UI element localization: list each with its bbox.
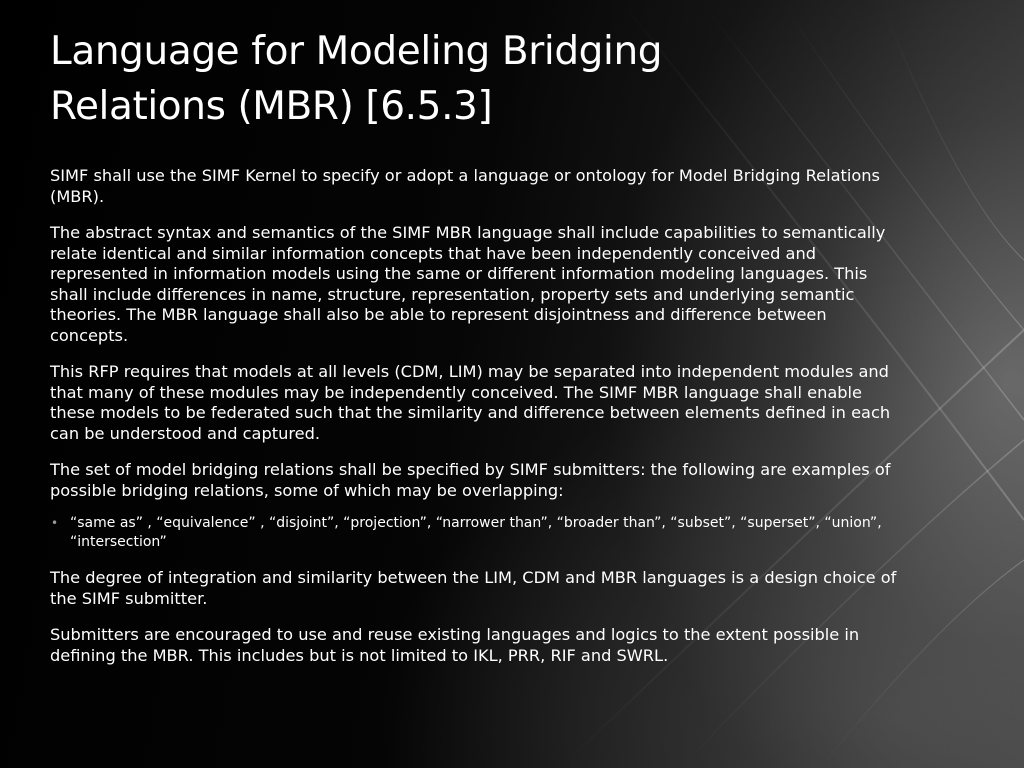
slide-title-line-2: Relations (MBR) [6.5.3]: [50, 84, 493, 129]
slide-title: [50, 24, 950, 134]
bridging-relations-list: [50, 514, 900, 552]
bullet-icon: •: [51, 516, 59, 530]
bullet-text: “same as” , “equivalence” , “disjoint”, “projection”, “narrower than”, “broader than”, “subset”, “superset”, “union”, “intersection”: [70, 515, 882, 550]
paragraph-rfp-modules: This RFP requires that models at all levels (CDM, LIM) may be separated into independent modules and that many of these modules may be independently conceived. The SIMF MBR language shall enable these models to be federated such that the similarity and difference between elements defined in each can be understood and captured.: [50, 362, 891, 443]
paragraph-kernel: SIMF shall use the SIMF Kernel to specify or adopt a language or ontology for Model Bridging Relations (MBR).: [50, 166, 880, 206]
slide-title-line-1: Language for Modeling Bridging: [50, 29, 663, 74]
paragraph-reuse-languages: Submitters are encouraged to use and reuse existing languages and logics to the extent possible in defining the MBR. This includes but is not limited to IKL, PRR, RIF and SWRL.: [50, 625, 860, 665]
slide-body: [50, 166, 900, 682]
paragraph-integration: The degree of integration and similarity between the LIM, CDM and MBR languages is a design choice of the SIMF submitter.: [50, 568, 897, 608]
paragraph-bridging-relations: The set of model bridging relations shall be specified by SIMF submitters: the following are examples of possible bridging relations, some of which may be overlapping:: [50, 460, 891, 500]
paragraph-abstract-syntax: The abstract syntax and semantics of the SIMF MBR language shall include capabilities to semantically relate identical and similar information concepts that have been independently conceived and represented in information models using the same or different information modeling languages. This shall include differences in name, structure, representation, property sets and underlying semantic theories. The MBR language shall also be able to represent disjointness and difference between concepts.: [50, 223, 886, 345]
list-item: [51, 514, 900, 552]
